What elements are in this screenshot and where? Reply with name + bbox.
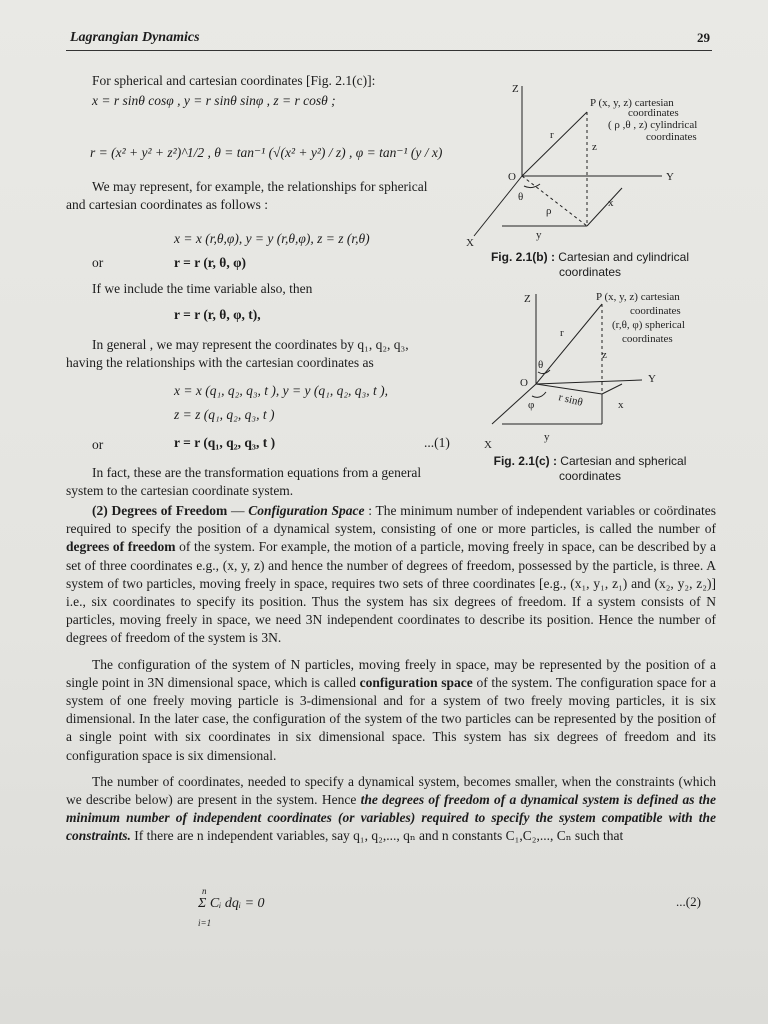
page-number: 29 [697,30,710,45]
equation-2-upper-limit: n [202,886,207,896]
fig-b-z: z [592,141,597,153]
fact-text-2: system to the cartesian coordinate system. [66,483,294,498]
term-configuration-space: configuration space [359,674,473,690]
figure-cylindrical-caption [470,250,710,280]
equation-number-2: ...(2) [676,894,701,909]
relation-equation-3: r = r (r, θ, φ, t), [174,307,261,322]
or-label-2: or [92,437,104,452]
fig-c-point-p-line3: (r,θ, φ) spherical [612,319,685,331]
paragraph-configuration [66,656,716,765]
section-dash: — [227,503,249,518]
fig-b-x-axis: X [466,237,474,249]
fig-b-theta: θ [518,191,524,203]
general-equation-2: z = z (q₁, q₂, q₃, t ) [174,407,275,422]
fig-c-point-p-line4: coordinates [622,333,673,345]
figure-cylindrical-diagram [462,76,722,256]
figure-cylindrical [462,76,722,256]
fact-text-1: In fact, these are the transformation equations from a general [92,465,422,480]
equation-2-lower-limit: i=1 [198,918,212,928]
general-text-2: having the relationships with the cartesian coordinates as [66,355,374,370]
fig-c-phi: φ [528,399,535,411]
paragraph-3-part-c: If there are n independent variables, say q₁, q₂,..., qₙ and n constants C₁,C₂,..., Cₙ such that [130,828,624,844]
fig-b-point-p-line2: coordinates [628,107,679,119]
fig-b-point-p: P (x, y, z) cartesian [590,97,674,109]
figure-spherical [462,284,722,454]
paragraph-definition [66,502,716,648]
general-equation-1: x = x (q₁, q₂, q₃, t ), y = y (q₁, q₂, q₃, t ), [174,383,388,398]
page-header [66,28,712,51]
relation-equation-2: r = r (r, θ, φ) [174,255,247,270]
fig-b-caption-text: Cartesian and cylindrical coordinates [558,250,690,279]
fig-c-caption-text: Cartesian and spherical coordinates [558,454,687,483]
fig-c-rsin: r sinθ [557,391,584,409]
equation-spherical-inverse: r = (x² + y² + z²)^1/2 , θ = tan⁻¹ (√(x² + y²) / z) , φ = tan⁻¹ (y / x) [90,145,443,160]
or-label-1: or [92,255,104,270]
fig-c-z-axis: Z [524,293,531,305]
section-subheading: Configuration Space [248,503,365,518]
equation-spherical-xyz: x = r sinθ cosφ , y = r sinθ sinφ , z = r cosθ ; [92,93,336,108]
section-number: (2) [92,503,108,518]
represent-text-2: and cartesian coordinates as follows : [66,197,269,212]
intro-text: For spherical and cartesian coordinates [Fig. 2.1(c)]: [92,73,376,88]
degrees-of-freedom-definition: the degrees of freedom of a dynamical system is defined as the minimum number of independent coordinates (or variables) required to specify the system compatible with the constraints. [66,792,716,844]
section-heading: Degrees of Freedom [111,503,228,518]
fig-b-z-axis: Z [512,83,519,95]
running-title: Lagrangian Dynamics [70,30,200,45]
equation-2-body: Σ Cᵢ dqᵢ = 0 [198,896,265,911]
general-text-1: In general , we may represent the coordinates by q₁, q₂, q₃, [92,337,409,352]
fig-c-z: z [602,349,607,361]
figure-spherical-caption [470,454,710,484]
fig-b-r: r [550,129,554,141]
paragraph-2-part-c: of the system. The configuration space for a system of one freely moving particle is 3-dimensional and for a system of two freely moving particles, it is six dimensional. In the later case, the configuration of the system of the two particles can be represented by the position of a single point with six coordinates in six dimensional space. This system has six degrees of freedom and its configuration space is six dimensional. [66,674,716,763]
general-equation-3: r = r (q₁, q₂, q₃, t ) [174,435,276,450]
fig-c-point-p-line2: coordinates [630,305,681,317]
fig-b-point-p-line3: ( ρ ,θ , z) cylindrical [608,119,698,131]
fig-c-y: y [544,431,550,443]
fig-b-y: y [536,229,542,241]
fig-b-point-p-line4: coordinates [646,131,697,143]
fig-c-caption-label: Fig. 2.1(c) : [493,454,557,468]
fig-c-x: x [618,399,624,411]
fig-c-y-axis: Y [648,373,656,385]
fig-b-rho: ρ [546,205,552,217]
figure-spherical-diagram [462,284,722,454]
equation-number-1: ...(1) [424,435,450,450]
term-degrees-of-freedom: degrees of freedom [66,539,176,555]
fig-b-y-axis: Y [666,171,674,183]
fig-c-point-p: P (x, y, z) cartesian [596,291,680,303]
paragraph-2-part-a: The configuration of the system of N particles, moving freely in space, may be represented by the position of a single point in 3N dimensional space, which is called [66,656,716,690]
fig-b-origin: O [508,171,516,183]
paragraph-1-part-c: of the system. For example, the motion of a particle, moving freely in space, can be described by a set of three coordinates e.g., (x, y, z) and hence the number of degrees of freedom, possessed by the particle, is three. A system of two particles, moving freely in space, requires two sets of three coordinates [e.g., (x₁, y₁, z₁) and (x₂, y₂, z₂)] i.e., six coordinates to specify its position. Thus the system has six degrees of freedom. If a system consists of N particles, moving freely in space, we need 3N independent coordinates to describe its position. Hence the number of degrees of freedom of the system is 3N. [66,539,717,646]
fig-b-caption-label: Fig. 2.1(b) : [490,250,555,264]
section-degrees-of-freedom [66,502,716,846]
paragraph-constraints [66,773,716,846]
fig-c-theta: θ [538,359,544,371]
fig-c-x-axis: X [484,439,492,451]
paragraph-1-part-a: : The minimum number of independent variables or coördinates required to specify the position of a dynamical system, consisting of one or more particles, is called the number of [66,503,716,537]
fig-c-origin: O [520,377,528,389]
equation-2 [198,886,265,928]
paragraph-3-part-a: The number of coordinates, needed to specify a dynamical system, becomes smaller, when the constraints (which we describe below) are present in the system. Hence [66,773,716,808]
represent-text-1: We may represent, for example, the relationships for spherical [92,179,428,194]
fig-b-x: x [608,197,614,209]
time-variable-text: If we include the time variable also, then [92,281,313,296]
relation-equation-1: x = x (r,θ,φ), y = y (r,θ,φ), z = z (r,θ) [174,231,370,246]
fig-c-r: r [560,327,564,339]
